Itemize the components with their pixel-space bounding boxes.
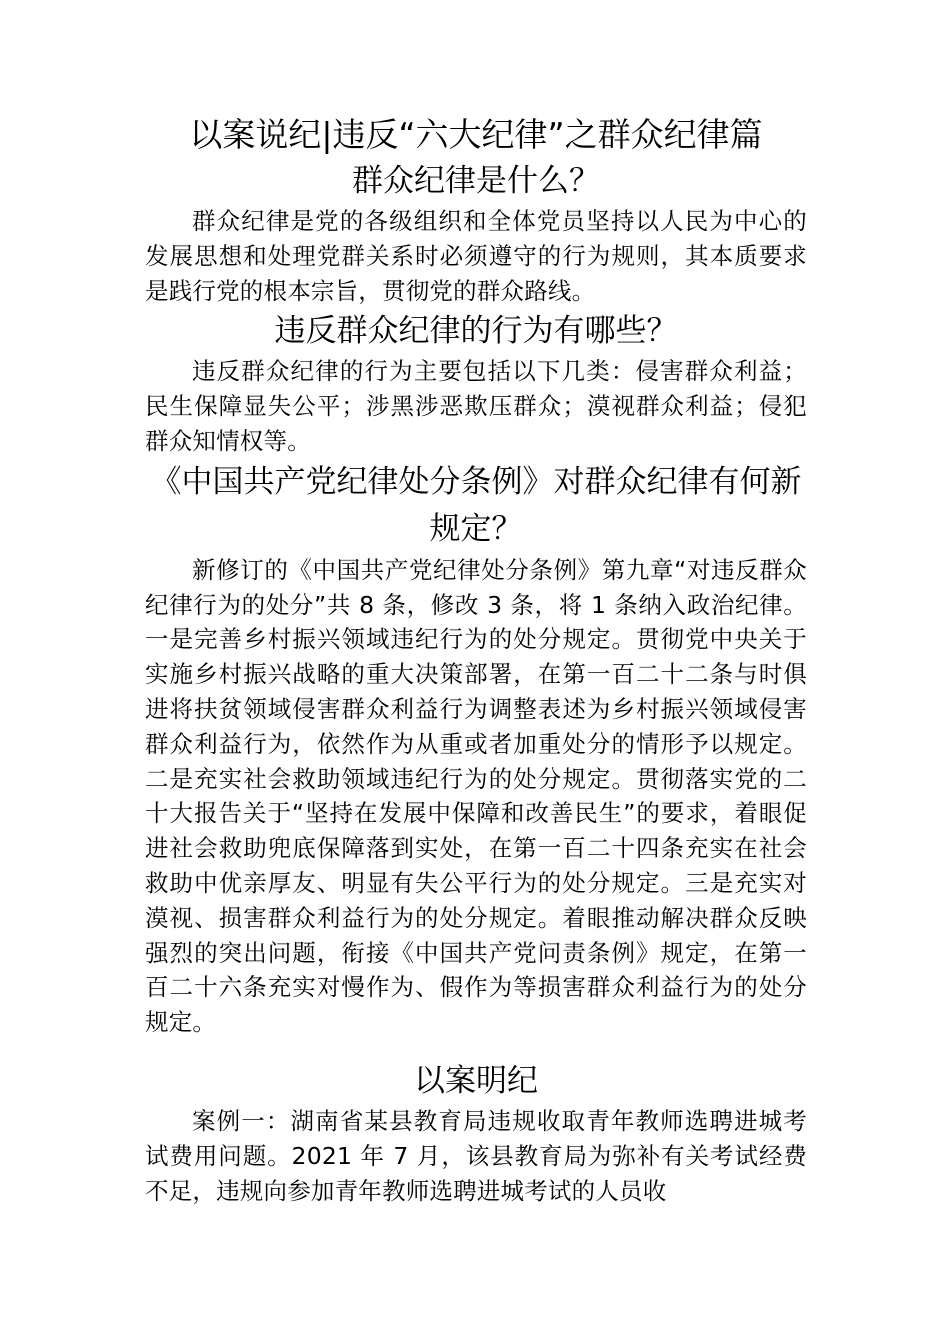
section-paragraph: 违反群众纪律的行为主要包括以下几类：侵害群众利益；民生保障显失公平；涉黑涉恶欺压群众；漠视群众利益；侵犯群众知情权等。	[145, 357, 807, 455]
section-heading: 群众纪律是什么？	[352, 163, 600, 199]
section-paragraph: 群众纪律是党的各级组织和全体党员坚持以人民为中心的发展思想和处理党群关系时必须遵守的行为规则，其本质要求是践行党的根本宗旨，贯彻党的群众路线。	[145, 207, 807, 305]
document-content	[145, 112, 807, 1208]
section-new-regulations	[145, 459, 807, 1040]
section-paragraph: 新修订的《中国共产党纪律处分条例》第九章“对违反群众纪律行为的处分”共 8 条，修改 3 条，将 1 条纳入政治纪律。一是完善乡村振兴领域违纪行为的处分规定。贯彻党中央关于实施乡村振兴战略的重大决策部署，在第一百二十二条与时俱进将扶贫领域侵害群众利益行为调整表述为乡村振兴领域侵害群众利益行为，依然作为从重或者加重处分的情形予以规定。二是充实社会救助领域违纪行为的处分规定。贯彻落实党的二十大报告关于“坚持在发展中保障和改善民生”的要求，着眼促进社会救助兜底保障落到实处，在第一百二十四条充实在社会救助中优亲厚友、明显有失公平行为的处分规定。三是充实对漠视、损害群众利益行为的处分规定。着眼推动解决群众反映强烈的突出问题，衔接《中国共产党问责条例》规定，在第一百二十六条充实对慢作为、假作为等损害群众利益行为的处分规定。	[145, 555, 807, 1037]
section-what-is-mass-discipline	[145, 158, 807, 308]
section-cases	[145, 1058, 807, 1208]
section-heading: 违反群众纪律的行为有哪些？	[274, 313, 678, 350]
section-heading: 以案明纪	[414, 1062, 538, 1099]
section-paragraph: 案例一：湖南省某县教育局违规收取青年教师选聘进城考试费用问题。2021 年 7 月，该县教育局为弥补有关考试经费不足，违规向参加青年教师选聘进城考试的人员收	[145, 1106, 807, 1205]
document-title: 以案说纪|违反“六大纪律”之群众纪律篇	[189, 115, 763, 154]
section-heading: 《中国共产党纪律处分条例》对群众纪律有何新规定？	[150, 463, 802, 547]
section-violations	[145, 308, 807, 458]
